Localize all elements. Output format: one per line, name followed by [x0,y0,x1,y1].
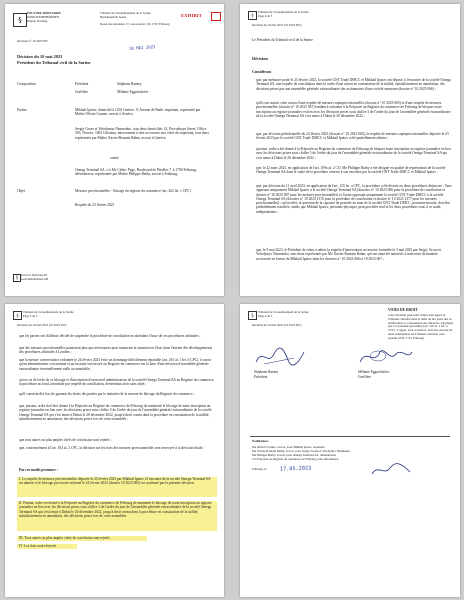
page-2 [240,4,460,296]
notification-line-3: Me Philippe Barby, avocat, pour Omega Terminal SA, défenderesse [252,453,336,457]
ref-number: Décision du 10 mai 2023 (10 2023 067) [252,323,302,327]
greffiere-signature [356,344,416,368]
court-header: Tribunal de l'arrondissement de la Sarine [258,310,309,314]
date-stamp-label: Fribourg, le [252,467,267,471]
objet-text: Mesures provisionnelles - blocage du registre du commerce (art. 262 let. c CPC) [75,189,191,193]
paragraph-3: que la mesure conservatoire ordonnée le 24 février 2023 évite un dommage difficilement réparable (art. 261 al. 1 let. b CPC), à savoir qu'un administrateur soit nommé et qu'un autre soit inscrit au Registre du commerce sur la base d'une décision d'assemblée générale extraordinaire éventuellement nulle ou annulable ; [19,358,212,371]
exhibit-stamp: EXHIBIT [181,13,203,18]
parties-label: Parties [17,108,27,112]
paragraph-8: que, conformément à l'art. 104 al. 3 CPC, la décision sur les frais des mesures provisionnelles sera renvoyée à la décision finale ; [19,446,205,450]
court-left-1: POUVOIR JUDICIAIRE [27,11,61,15]
exhibit-box [211,12,221,21]
paragraph-3: que, par décision présidentielle du 24 février 2023 (dossier n° 10 2023 065), la requête de mesures superprovisionnelles déposée le 23 février 2023 par la société GNT Trade DMCC et Mikhail Ipatov a été partiellement admise ; [256,132,449,141]
coat-of-arms-icon: § [248,11,257,20]
dispatch-signature [370,462,420,478]
court-right-3: Route des Arsenaux 17, case postale 130, 1701 Fribourg [100,22,170,26]
court-header: Tribunal de l'arrondissement de la Sarine [258,10,309,14]
paragraph-6: que, partant, ordre doit être donné à la Préposée au Registre du commerce de Fribourg de maintenir le blocage de toute inscription au registre journalier en lien avec les décisions prises sous chiffre 3 de l'ordre du jour de l'assemblée générale extraordinaire de la société Omega Terminal SA qui s'est tenue à Dubaï le 20 décembre 2022, jusqu'à droit connu dans la procédure en constatation de la nullité, subsidiairement en annulation, des décisions prises lors de cette assemblée ; [19,404,212,421]
coat-of-arms-icon: § [13,13,27,27]
page-4 [240,304,460,597]
paragraph-4: qu'en cas de levée de ce blocage et d'inscription d'un nouvel administrateur de la société Omega Terminal SA au Registre du commerce, la procédure au fond, introduite par requête de conciliation, deviendrait alors sans objet ; [19,378,215,387]
court-left-2: GERICHTSBEHÖRDEN [27,15,59,19]
president-line: Président du Tribunal civil de la Sarine [17,60,91,65]
president-name: Stéphane Raemy [254,370,279,374]
section-title: Décision [252,56,268,61]
dispositif-1: I. La requête de mesures provisionnelles déposée le 23 février 2023 par Mikhail Ipatov à l'encontre de la société Omega Terminal SA est admise et le blocage provisoire ordonné le 24 février 2023 (dossier 10 2023 065) est confirmé par la présente décision. [19,477,211,486]
ref-number: Décision du 10 mai 2023 (10 2023 067) [17,323,67,327]
court-right-2: Bezirksgericht Saane [100,15,127,19]
party-requerant: Mikhail Ipatov, domicilié à 1202 Genève, 9, Avenue de Budé, requérant, représenté par Maître Olivier Cramer, avocat à Genève, [75,108,201,117]
president-label: Président [75,82,89,86]
president-role: Président [254,375,268,379]
paragraph-1: que les parties ont d'ailleurs décidé de suspendre la procédure de conciliation en attendant l'issue de ces procédures arbitrales ; [19,334,201,338]
paragraph-4: qu'ainsi, ordre a été donné à la Préposée au Registre du commerce de Fribourg de bloquer toute inscription au registre journalier en lien avec les décisions prises sous chiffre 3 de l'ordre du jour de l'assemblée générale extraordinaire de la société Omega Terminal SA qui s'est tenue à Dubaï le 20 décembre 2022 ; [256,147,451,160]
voies-de-droit-title: VOIES DE DROIT [388,308,418,312]
president-name: Stéphane Raemy [117,82,142,86]
paragraph-6: que, par décision du 11 avril 2023, en application de l'art. 125 let. a CPC, la procédure a été divisée en deux procédures distinctes : l'une opposant uniquement Mikhail Ipatov à la société Omega Terminal SA (dossiers n° 10 2023 066 pour la procédure de conciliation et dossier n° 10 2023 067 pour les mesures provisionnelles) et l'autre opposant uniquement la société GNT Trade DMCC à la société Omega Terminal SA (dossiers n° 10 2023 1376 pour la procédure de conciliation et dossier n° 10 2023 1377 pour les mesures provisionnelles) ; qu'en effet, la question de la capacité de postuler au nom de la société GNT Trade DMCC, personne morale, doit être préalablement tranchée, tandis que Mikhail Ipatov, personne physique, peut procéder seul et les deux procédures sont, à ce stade, indépendantes ; [256,184,452,214]
paragraph-2: qu'ils ont assorti cette action d'une requête de mesures superprovisionnelles (dossier n° 10 2023 065) et d'une requête de mesures provisionnelles (dossier n° 10 2023 067) tendant à ordonner à la Préposée au Registre du commerce de Fribourg de bloquer toute inscription au registre journalier en lien avec les décisions prises sous chiffre 3 de l'ordre du jour de l'assemblée générale extraordinaire de la société Omega Terminal SA s'est tenue à Dubaï le 20 décembre 2022 ; [256,101,451,118]
page-number: Page 2 de 5 [258,14,273,18]
court-left-3: Kanton Freiburg [27,19,48,23]
page-1 [5,4,224,296]
footer-line-2: Gerichtsbehörden GB [21,277,49,281]
requete-date: Requête du 23 février 2023 [75,203,115,207]
paragraph-5: qu'il convient dès lors de garantir les droits des parties par le maintien de la mesure de blocage du Registre du commerce ; [19,392,195,396]
party-intervenants: Sergiy Grosu et Volodymyr Naumenko, tous deux domiciliés 14, Provodnaya Street, Office 303, Novoes, 1003 Chisinau, intervenants à titre accessoire aux côtés du requérant, tous deux représentés par Maître Xavier-Romain Rahm, avocat à Genève, [75,127,210,140]
court-header: Tribunal de l'arrondissement de la Sarine [23,310,74,314]
coat-of-arms-icon: § [13,311,22,320]
separator [250,436,450,437]
paragraph-7: que tous autres ou plus amples chefs de conclusion sont rejetés ; [19,438,112,442]
decision-title: Décision du 10 mai 2023 [17,54,63,59]
court-right-1: Tribunal de l'arrondissement de la Sarine [100,11,151,15]
president-line: Le Président du Tribunal civil de la Sarine [252,38,313,42]
footer-logo-icon: § [13,274,21,282]
dispatch-date-stamp: 17.05.2023 [279,465,312,473]
page-number: Page 4 de 5 [258,314,273,318]
ref-number: Décision n° 10 2023 067 [17,39,48,43]
greffiere-label: Greffière [75,90,89,94]
notification-line-4: à la Préposée au Registre du commerce de Fribourg, pour information [252,457,339,461]
paragraph-7: que, le 9 mai 2023, le Président de céans a admis la requête d'intervention accessoire formulée le 3 mai 2023 par Sergiy Grosu et Volodymyr Naumenko, tous deux représentés par Me Xavier-Romain Rahm, qui ont ainsi été autorisés à intervenir de manière accessoire en faveur de Mikhail Ipatov dans les dossiers n° 10 2023 066 et 10 2023 067 ; [256,248,442,261]
dispositif-3: III. Tous autres ou plus amples chefs de conclusion sont rejetés. [19,536,111,540]
president-signature [254,346,314,368]
footer-line-1: Pouvoir Judiciaire PJ [21,273,48,277]
party-defenderesse: Omega Terminal SA, c/o Me Cédric Page, Boulevard de Pérolles 7, à 1700 Fribourg, défenderesse, représentée par Maître Philippe Barby, avocat à Fribourg, [75,168,197,177]
ref-number: Décision du 10 mai 2023 (10 2023 067) [252,23,302,27]
received-stamp: 18 MAI 2023 [128,44,156,51]
objet-label: Objet [17,189,25,193]
greffiere-role: Greffière [358,375,372,379]
paragraph-2: que des mesures provisionnelles paraissent plus que nécessaires pour maintenir la situation en l'état, dans l'attente des développements des procédures arbitrales à Londres ; [19,346,213,355]
coat-of-arms-icon: § [248,311,257,320]
page-3 [5,304,224,597]
dispositif-4: IV. Les frais sont réservés. [19,544,58,548]
considerant-heading: Considérant [252,70,271,74]
page-number: Page 3 de 5 [23,314,38,318]
contre-label: contre [110,156,119,160]
greffiere-name: Mélanie Eggertshofer [358,370,390,374]
voies-de-droit-text: Cette décision peut faire l'objet d'un appel au Tribunal cantonal dans le délai de dix jours dès sa notification. La suspension des délais ne s'applique pas à la présente procédure (art. 145 al. 2 let. b CPC). L'appel, écrit et motivé, doit être adressé en deux exemplaires au Tribunal cantonal, case postale 1654, 1701 Fribourg. [388,313,454,340]
paragraph-5: que, le 22 mars 2023, en application de l'art. 109a al. 2 CO, Me Philippe Barby a été désigné en qualité de représentant de la société Omega Terminal SA dans le cadre de la procédure ouverte à son encontre par la société GNT Trade DMCC et Mikhail Ipatov ; [256,166,446,175]
notification-line-1: Me Olivier Cramer, avocat, pour Mikhail Ipatov, requérant [252,445,325,449]
notification-line-2: Me Xavier-Romain Rahm, avocat, pour Sergiy Grosu et Volodymyr Naumenko [252,449,351,453]
composition-label: Composition [17,82,36,86]
notification-title: Notification : [252,439,270,443]
par-ces-motifs: Par ces motifs prononce : [19,468,58,472]
paragraph-1: que, par mémoire posté le 23 février 2023, la société GNT Trade DMCC et Mikhail Ipatov ont déposé, à l'encontre de la société Omega Terminal SA, une requête de conciliation dans la cadre d'une action en constatation de la nullité, subsidiairement en annulation, des décisions prises par une assemblée générale extraordinaire des actionnaires d'une société anonyme (dossier n° 10 2023 066) ; [256,78,451,91]
greffiere-name: Mélanie Eggertshofer [117,90,149,94]
dispositif-2: II. Partant, ordre est donné à la Préposée au Registre du commerce de Fribourg de maintenir le blocage de toute inscription au registre journalier en lien avec les décisions prises sous chiffre 3 de l'ordre du jour de l'assemblée générale extraordinaire de la société Omega Terminal SA qui s'est tenue à Dubaï le 20 décembre 2022, jusqu'à droit connu dans la procédure en constatation de la nullité, subsidiairement en annulation, des décisions prises lors de cette assemblée. [19,501,212,518]
